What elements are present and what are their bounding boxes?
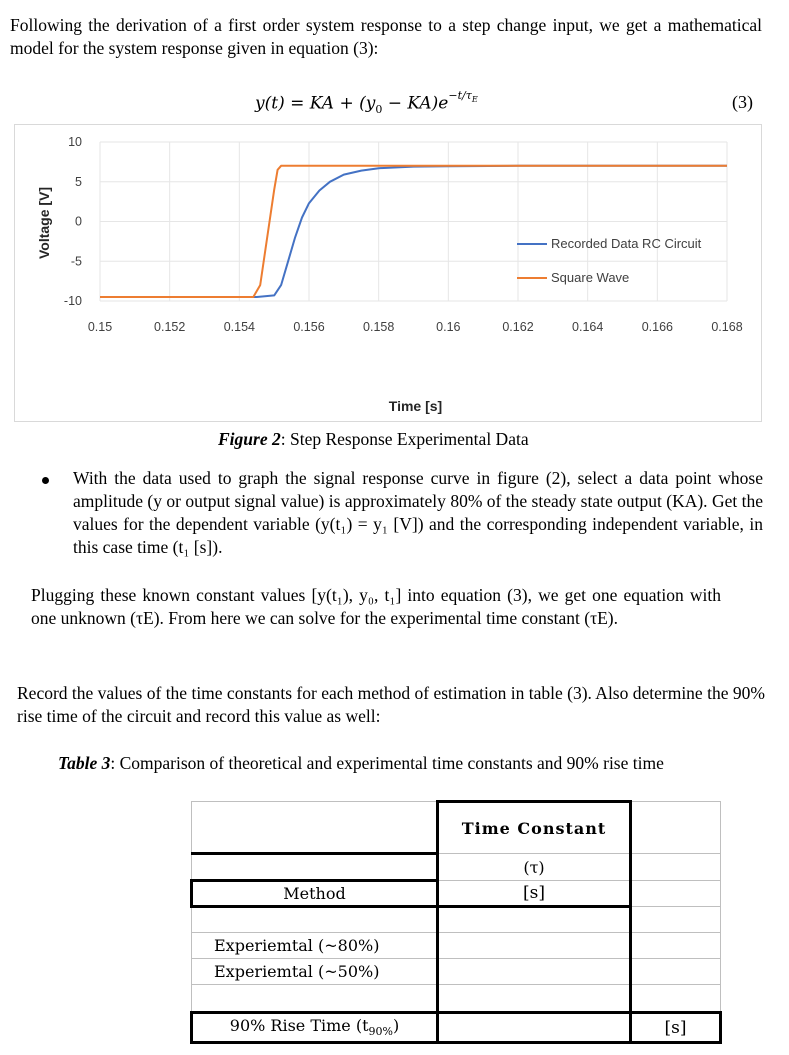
table-row-exp80-value[interactable] <box>438 933 631 959</box>
table-header-unit: [s] <box>438 881 631 907</box>
table-cell-empty <box>192 985 438 1013</box>
table-cell-empty <box>192 802 438 854</box>
equation-number: (3) <box>732 92 753 112</box>
series-line <box>100 166 727 297</box>
x-tick-label: 0.156 <box>293 320 325 334</box>
x-tick-label: 0.15 <box>87 320 113 334</box>
table-row-exp80-label: Experiemtal (~80%) <box>192 933 438 959</box>
table-3 <box>190 800 722 1044</box>
table-row-exp50-label: Experiemtal (~50%) <box>192 959 438 985</box>
table-header-tau: (τ) <box>438 854 631 881</box>
x-tick-label: 0.164 <box>572 320 604 334</box>
table-method-label: Method <box>192 881 438 907</box>
x-tick-label: 0.162 <box>502 320 534 334</box>
x-tick-label: 0.166 <box>641 320 673 334</box>
table-cell-empty <box>631 854 721 881</box>
y-axis-title: Voltage [V] <box>36 186 52 260</box>
table-cell-empty <box>631 933 721 959</box>
y-tick-label: -10 <box>63 294 82 308</box>
intro-paragraph: Following the derivation of a first order system response to a step change input, we get a mathematical model for the system response given in equation (3): <box>10 15 762 58</box>
chart-frame <box>14 124 762 422</box>
table-cell-empty <box>192 854 438 881</box>
bullet-paragraph: With the data used to graph the signal response curve in figure (2), select a data point whose amplitude (y or output signal value) is approximately 80% of the steady state output (KA). Get the values for the dependent variable (y(t₁) = y₁ [V]) and the corresponding independent variable, in this case time (t₁ [s]). <box>73 468 763 557</box>
table-cell-empty <box>631 802 721 854</box>
x-axis-title: Time [s] <box>388 398 443 414</box>
y-tick-label: 0 <box>75 214 82 229</box>
y-tick-label: 10 <box>68 135 82 149</box>
table-header-time-constant: Time Constant <box>438 802 631 854</box>
y-tick-label: -5 <box>70 254 82 269</box>
x-tick-label: 0.158 <box>363 320 395 334</box>
record-paragraph: Record the values of the time constants for each method of estimation in table (3). Also determine the 90% rise time of the circuit and record this value as well: <box>17 683 765 726</box>
x-tick-label: 0.16 <box>436 320 461 334</box>
table-rise-time-label: 90% Rise Time $(t_{90\%})$ <box>192 1013 438 1043</box>
plugging-paragraph: Plugging these known constant values [y(t₁), y₀, t₁] into equation (3), we get one equation with one unknown (τE). From here we can solve for the experimental time constant (τE). <box>31 585 721 628</box>
table-rise-time-unit: [s] <box>631 1013 721 1043</box>
y-tick-label: 5 <box>75 174 82 189</box>
legend-label: Recorded Data RC Circuit <box>551 236 702 251</box>
table-cell-empty <box>631 907 721 933</box>
x-tick-label: 0.152 <box>154 320 186 334</box>
series-line <box>100 166 727 297</box>
figure-caption: Figure 2: Step Response Experimental Data <box>218 429 529 449</box>
table-caption: Table 3: Comparison of theoretical and experimental time constants and 90% rise time <box>58 753 664 773</box>
table-cell-empty <box>631 881 721 907</box>
table-row-exp50-value[interactable] <box>438 959 631 985</box>
table-cell-empty <box>438 985 631 1013</box>
table-rise-time-value[interactable] <box>438 1013 631 1043</box>
table-cell-empty <box>631 959 721 985</box>
equation-3: y(t) = KA + $(y_0 - KA)e^{-t/\tau_E}$ <box>255 89 478 117</box>
x-tick-label: 0.168 <box>711 320 743 334</box>
table-cell-empty <box>438 907 631 933</box>
table-cell-empty <box>192 907 438 933</box>
x-tick-label: 0.154 <box>223 320 255 334</box>
legend-label: Square Wave <box>551 270 630 285</box>
step-response-chart <box>15 125 761 421</box>
bullet-icon <box>42 477 49 484</box>
table-cell-empty <box>631 985 721 1013</box>
